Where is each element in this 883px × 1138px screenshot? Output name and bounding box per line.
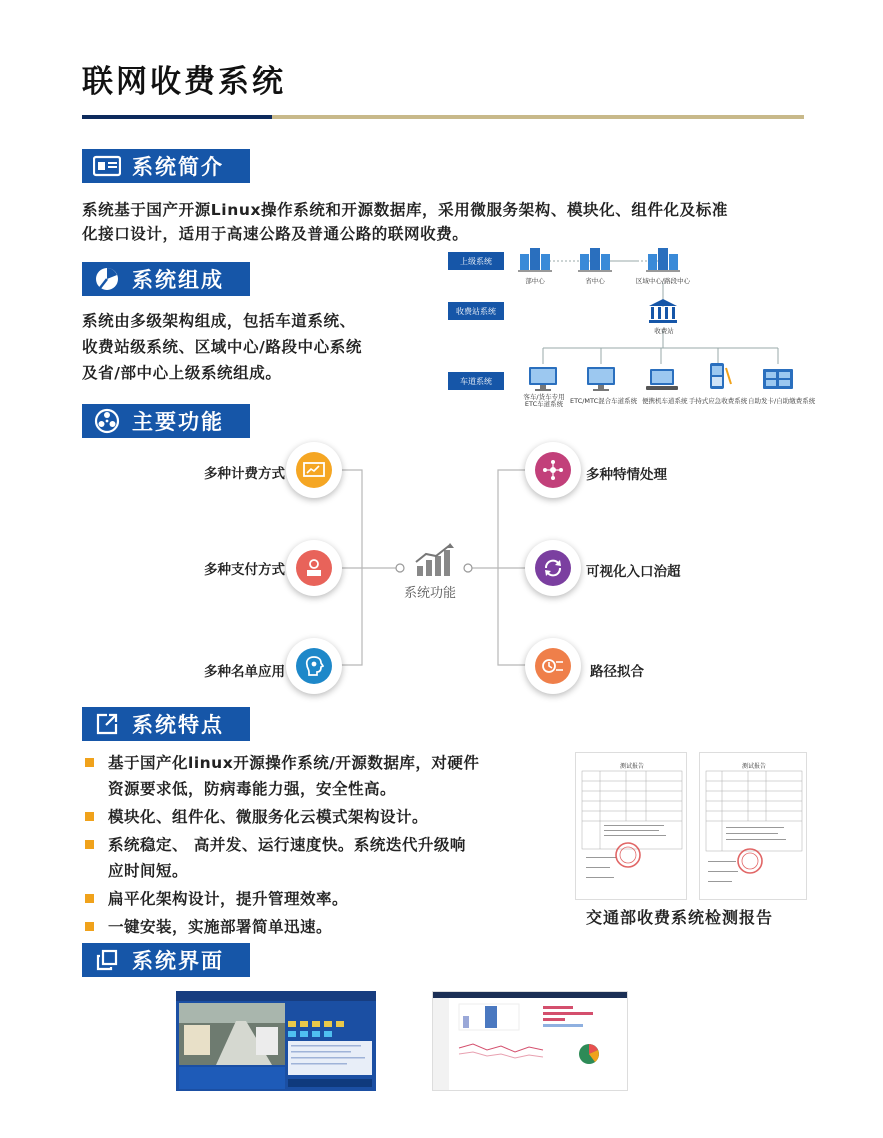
feature-line: 模块化、组件化、微服务化云模式架构设计。 (108, 808, 429, 826)
report-table-graphic (700, 753, 808, 901)
functions-center-label: 系统功能 (404, 586, 457, 601)
feature-line: 应时间短。 (108, 862, 189, 880)
function-label: 多种计费方式 (204, 466, 285, 482)
list-item (82, 750, 532, 802)
dashboard-graphic (433, 992, 628, 1091)
list-item (82, 804, 532, 830)
route-fit-icon (535, 648, 571, 684)
feature-line: 资源要求低，防病毒能力强，安全性高。 (108, 780, 397, 798)
rising-bar-chart-icon (414, 542, 456, 582)
dashboard-screenshot (432, 991, 628, 1091)
list-head-icon (296, 648, 332, 684)
section-heading-label: 系统组成 (132, 268, 224, 292)
billing-board-icon (296, 452, 332, 488)
test-report-document (575, 752, 687, 900)
section-heading-features (82, 707, 250, 741)
square-bullet-icon (85, 894, 94, 903)
function-circle (525, 442, 581, 498)
external-link-icon (92, 711, 122, 737)
overload-check-icon (535, 550, 571, 586)
lane-software-graphic (176, 991, 376, 1091)
square-bullet-icon (85, 812, 94, 821)
function-circle (286, 442, 342, 498)
page-title: 联网收费系统 (82, 64, 286, 100)
section-heading-label: 系统特点 (132, 713, 224, 737)
section-heading-label: 系统界面 (132, 949, 224, 973)
tier-label: 车道系统 (448, 372, 504, 390)
lane-node-label: 便携机车道系统 (642, 397, 688, 405)
report-doc-title: 测试报告 (741, 763, 766, 770)
feature-line: 扁平化架构设计，提升管理效率。 (108, 890, 349, 908)
function-circle (286, 540, 342, 596)
function-circle (286, 638, 342, 694)
test-report-document (699, 752, 807, 900)
section-heading-label: 主要功能 (132, 410, 224, 434)
station-node-label: 收费站 (654, 327, 674, 335)
square-bullet-icon (85, 758, 94, 767)
report-caption: 交通部收费系统检测报告 (586, 908, 774, 927)
lane-node-label: 客车/货车专用 ETC车道系统 (523, 393, 565, 408)
upper-node-label: 区域中心/路段中心 (635, 277, 691, 285)
list-item (82, 914, 532, 940)
function-label: 多种名单应用 (204, 664, 285, 680)
tier-label: 收费站系统 (448, 302, 504, 320)
features-list (82, 750, 532, 942)
tier-label: 上级系统 (448, 252, 504, 270)
lane-node-label: 手持式应急收费系统 (688, 397, 748, 405)
lane-software-screenshot (176, 991, 376, 1091)
payment-icon (296, 550, 332, 586)
intro-line: 化接口设计，适用于高速公路及普通公路的联网收费。 (82, 225, 469, 243)
report-table-graphic (576, 753, 688, 901)
upper-node-label: 省中心 (585, 277, 605, 285)
feature-line: 一键安装，实施部署简单迅速。 (108, 918, 333, 936)
report-doc-title: 测试报告 (619, 763, 644, 770)
feature-line: 基于国产化linux开源操作系统/开源数据库，对硬件 (108, 754, 480, 772)
section-heading-interface (82, 943, 250, 977)
function-label: 多种支付方式 (204, 562, 285, 578)
square-bullet-icon (85, 840, 94, 849)
composition-line: 及省/部中心上级系统组成。 (82, 364, 282, 382)
list-item (82, 832, 532, 884)
function-label: 路径拟合 (590, 664, 644, 680)
window-copy-icon (92, 947, 122, 973)
lane-node-label: ETC/MTC混合车道系统 (570, 397, 638, 405)
section-heading-label: 系统简介 (132, 155, 224, 179)
function-label: 可视化入口治超 (586, 564, 681, 580)
upper-node-label: 部中心 (525, 277, 545, 285)
function-circle (525, 540, 581, 596)
special-case-icon (535, 452, 571, 488)
lane-node-label: 自助发卡/自助缴费系统 (748, 397, 816, 405)
function-circle (525, 638, 581, 694)
composition-line: 收费站级系统、区域中心/路段中心系统 (82, 338, 362, 356)
feature-line: 系统稳定、 高并发、运行速度快。系统迭代升级响 (108, 836, 466, 854)
list-item (82, 886, 532, 912)
intro-line: 系统基于国产开源Linux操作系统和开源数据库，采用微服务架构、模块化、组件化及标准 (82, 201, 728, 219)
function-label: 多种特情处理 (586, 467, 667, 483)
composition-line: 系统由多级架构组成，包括车道系统、 (82, 312, 356, 330)
square-bullet-icon (85, 922, 94, 931)
